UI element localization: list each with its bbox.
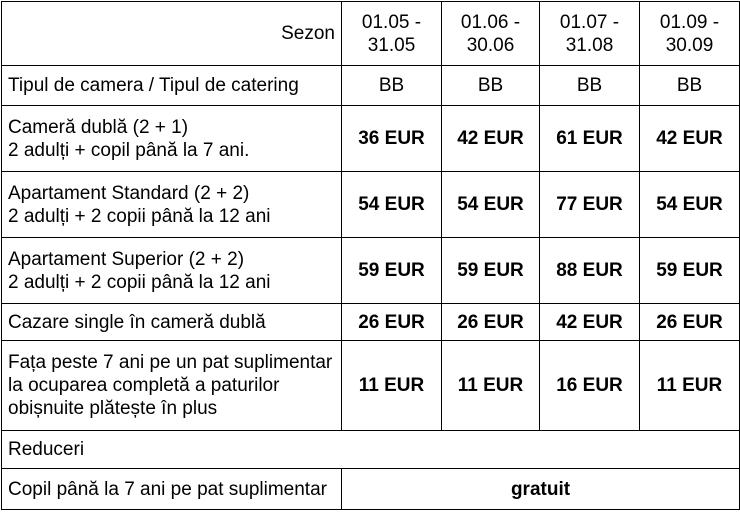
row-value: BB bbox=[342, 66, 442, 106]
period-4: 01.09 - 30.09 bbox=[640, 2, 740, 66]
standard-apartment-row bbox=[2, 172, 740, 238]
discounts-header-row bbox=[2, 431, 740, 469]
catering-row bbox=[2, 66, 740, 106]
price-cell: 11 EUR bbox=[442, 341, 540, 431]
price-cell: 61 EUR bbox=[540, 106, 640, 172]
price-cell: 54 EUR bbox=[640, 172, 740, 238]
single-room-row bbox=[2, 304, 740, 341]
price-cell: 26 EUR bbox=[342, 304, 442, 341]
price-cell: 26 EUR bbox=[442, 304, 540, 341]
price-cell: 26 EUR bbox=[640, 304, 740, 341]
row-label: Tipul de camera / Tipul de catering bbox=[2, 66, 342, 106]
price-cell: 16 EUR bbox=[540, 341, 640, 431]
discount-label: Copil până la 7 ani pe pat suplimentar bbox=[2, 469, 342, 510]
period-3: 01.07 - 31.08 bbox=[540, 2, 640, 66]
price-table bbox=[1, 1, 740, 510]
period-1: 01.05 - 31.05 bbox=[342, 2, 442, 66]
discount-value: gratuit bbox=[342, 469, 740, 510]
row-label: Apartament Superior (2 + 2) 2 adulți + 2 copii până la 12 ani bbox=[2, 238, 342, 304]
row-value: BB bbox=[640, 66, 740, 106]
row-value: BB bbox=[540, 66, 640, 106]
price-cell: 42 EUR bbox=[640, 106, 740, 172]
row-label: Fața peste 7 ani pe un pat suplimentar la ocuparea completă a paturilor obișnuite plătește în plus bbox=[2, 341, 342, 431]
price-cell: 42 EUR bbox=[540, 304, 640, 341]
price-cell: 42 EUR bbox=[442, 106, 540, 172]
row-label: Cazare single în cameră dublă bbox=[2, 304, 342, 341]
superior-apartment-row bbox=[2, 238, 740, 304]
price-cell: 36 EUR bbox=[342, 106, 442, 172]
season-row bbox=[2, 2, 740, 66]
double-room-row bbox=[2, 106, 740, 172]
row-value: BB bbox=[442, 66, 540, 106]
price-cell: 88 EUR bbox=[540, 238, 640, 304]
price-cell: 11 EUR bbox=[640, 341, 740, 431]
extra-bed-row bbox=[2, 341, 740, 431]
row-label: Apartament Standard (2 + 2) 2 adulți + 2 copii până la 12 ani bbox=[2, 172, 342, 238]
season-label: Sezon bbox=[2, 2, 342, 66]
discounts-label: Reduceri bbox=[2, 431, 740, 469]
price-cell: 11 EUR bbox=[342, 341, 442, 431]
price-cell: 77 EUR bbox=[540, 172, 640, 238]
price-cell: 54 EUR bbox=[442, 172, 540, 238]
price-cell: 59 EUR bbox=[442, 238, 540, 304]
discount-row bbox=[2, 469, 740, 510]
price-cell: 59 EUR bbox=[640, 238, 740, 304]
price-cell: 54 EUR bbox=[342, 172, 442, 238]
period-2: 01.06 - 30.06 bbox=[442, 2, 540, 66]
row-label: Cameră dublă (2 + 1) 2 adulți + copil până la 7 ani. bbox=[2, 106, 342, 172]
price-cell: 59 EUR bbox=[342, 238, 442, 304]
